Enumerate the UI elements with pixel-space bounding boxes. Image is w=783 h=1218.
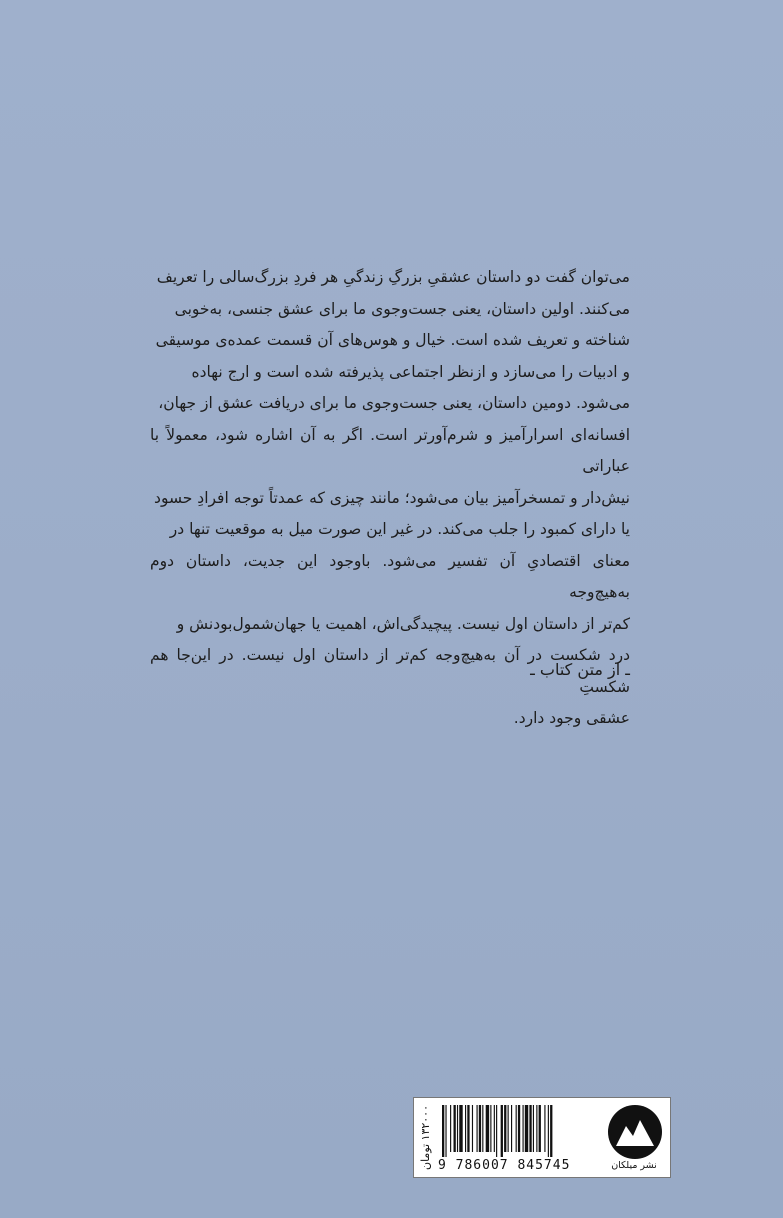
blurb-line: می‌شود. دومین داستان، یعنی جست‌وجوی ما برای دریافت عشق از جهان، <box>158 394 630 412</box>
blurb-line: درد شکست در آن به‌هیچ‌وجه کم‌تر از داستان اول نیست. در این‌جا هم شکستِ <box>150 646 630 696</box>
blurb-line: یا دارای کمبود را جلب می‌کند. در غیر این صورت میل به موقعیت تنها در <box>169 520 630 538</box>
blurb-line: معنای اقتصادیِ آن تفسیر می‌شود. باوجود این جدیت، داستان دوم به‌هیچ‌وجه <box>150 551 630 601</box>
blurb-line: کم‌تر از داستان اول نیست. پیچیدگی‌اش، اهمیت یا جهان‌شمول‌بودنش و <box>176 614 630 633</box>
blurb-line: می‌کنند. اولین داستان، یعنی جست‌وجوی ما برای عشق جنسی، به‌خوبی <box>174 299 630 318</box>
blurb-line: افسانه‌ای اسرارآمیز و شرم‌آورتر است. اگر به آن اشاره شود، معمولاً با عباراتی <box>150 425 630 475</box>
price-text: ۱۳۲۰۰۰ تومان <box>418 1104 432 1171</box>
publisher-name: نشر میلکان <box>611 1160 657 1171</box>
blurb-line: نیش‌دار و تمسخرآمیز بیان می‌شود؛ مانند چیزی که عمدتاً توجه افرادِ حسود <box>154 488 630 507</box>
blurb-line: و ادبیات را می‌سازد و ازنظر اجتماعی پذیرفته شده است و ارج نهاده <box>191 362 630 381</box>
blurb-source: ـ از متن کتاب ـ <box>530 660 630 679</box>
isbn-number: 9 786007 845745 <box>438 1158 571 1173</box>
barcode-icon <box>440 1105 600 1157</box>
blurb-line: عشقی وجود دارد. <box>513 709 630 727</box>
blurb-line: می‌توان گفت دو داستان عشقیِ بزرگِ زندگیِ هر فردِ بزرگ‌سالی را تعریف <box>156 268 630 286</box>
price-label <box>414 1098 436 1177</box>
barcode-box <box>413 1097 671 1178</box>
blurb-line: شناخته و تعریف شده است. خیال و هوس‌های آن قسمت عمده‌ی موسیقی <box>155 331 630 349</box>
